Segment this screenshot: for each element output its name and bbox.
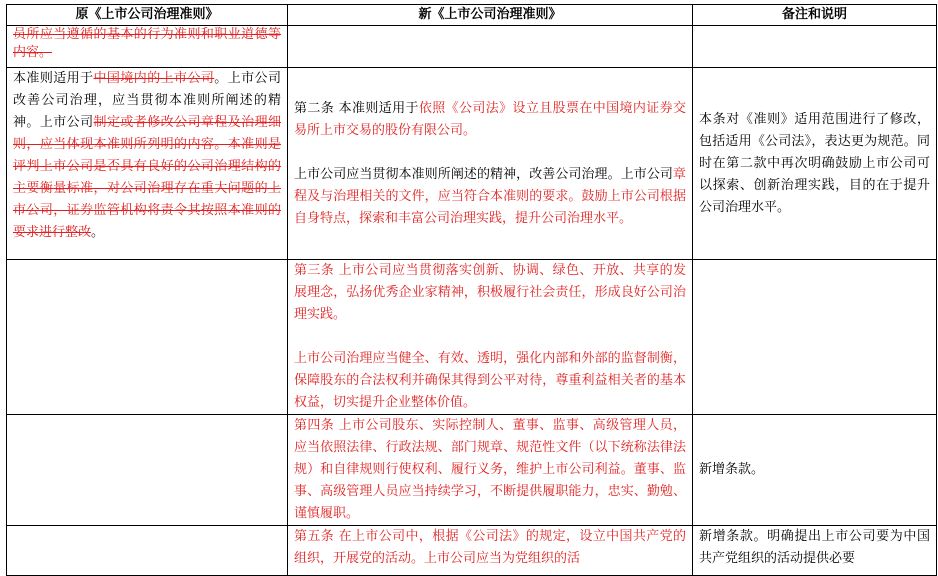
table-row: [7, 26, 937, 68]
article-2-added: 依照《公司法》设立且股票在中国境内证券交易所上市交易的股份有限公司。: [294, 100, 686, 138]
header-note: 备注和说明: [693, 5, 937, 26]
old-cell: [7, 26, 288, 68]
comparison-table: [6, 4, 937, 576]
deleted-text: 中国境内的上市公司: [93, 71, 215, 86]
note-cell: [693, 260, 937, 415]
note-text: 新增条款。明确提出上市公司要为中国共产党组织的活动提供必要: [699, 529, 930, 566]
table-row: [7, 415, 937, 526]
note-text: 新增条款。: [699, 462, 765, 477]
article-2-para2-lead: 上市公司应当贯彻本准则所阐述的精神，改善公司治理。上市公司: [294, 166, 673, 182]
note-cell: [693, 26, 937, 68]
note-cell: [693, 415, 937, 526]
article-3-para1: 第三条 上市公司应当贯彻落实创新、协调、绿色、开放、共享的发展理念，弘扬优秀企业家精神，积极履行社会责任，形成良好公司治理实践。: [294, 263, 686, 322]
note-cell: [693, 68, 937, 260]
old-text: 。上市公司改善公司治理，应当贯彻本准则所阐述的精神。上市公司: [13, 71, 281, 130]
old-text: 。: [91, 225, 105, 240]
article-3-para2: 上市公司治理应当健全、有效、透明，强化内部和外部的监督制衡，保障股东的合法权利并确保其得到公平对待，尊重利益相关者的基本权益，切实提升企业整体价值。: [294, 351, 686, 410]
note-text: 本条对《准则》适用范围进行了修改，包括适用《公司法》，表达更为规范。同时在第二款中再次明确鼓励上市公司可以探索、创新治理实践，目的在于提升公司治理水平。: [699, 111, 930, 215]
header-old: 原《上市公司治理准则》: [7, 5, 288, 26]
old-cell: [7, 260, 288, 415]
table-row: [7, 260, 937, 415]
article-2-para2-added: 章程及与治理相关的文件，应当符合本准则的要求。鼓励上市公司根据自身特点，探索和丰富公司治理实践，提升公司治理水平。: [294, 166, 686, 226]
article-2-lead: 第二条 本准则适用于: [294, 100, 419, 116]
new-cell: [288, 26, 693, 68]
new-cell: [288, 68, 693, 260]
article-4: 第四条 上市公司股东、实际控制人、董事、监事、高级管理人员，应当依照法律、行政法规、部门规章、规范性文件（以下统称法律法规）和自律规则行使权利、履行义务，维护上市公司利益。董事、监事、高级管理人员应当持续学习，不断提供履职能力，忠实、勤勉、谨慎履职。: [294, 418, 686, 521]
old-text: 本准则适用于: [13, 71, 94, 86]
header-row: [7, 5, 937, 26]
deleted-text: 制定或者修改公司章程及治理细则，应当体现本准则所列明的内容。本准则是评判上市公司是否具有良好的公司治理结构的主要衡量标准，对公司治理存在重大问题的上市公司，证券监管机构将责令其按照本准则的要求进行整改: [13, 115, 281, 240]
deleted-text: 员所应当遵循的基本的行为准则和职业道德等内容。: [13, 27, 281, 60]
old-cell: [7, 68, 288, 260]
article-5: 第五条 在上市公司中，根据《公司法》的规定，设立中国共产党的组织，开展党的活动。上市公司应当为党组织的活: [294, 529, 686, 566]
old-cell: [7, 415, 288, 526]
table-row: [7, 68, 937, 260]
header-new: 新《上市公司治理准则》: [288, 5, 693, 26]
new-cell: [288, 260, 693, 415]
new-cell: [288, 415, 693, 526]
